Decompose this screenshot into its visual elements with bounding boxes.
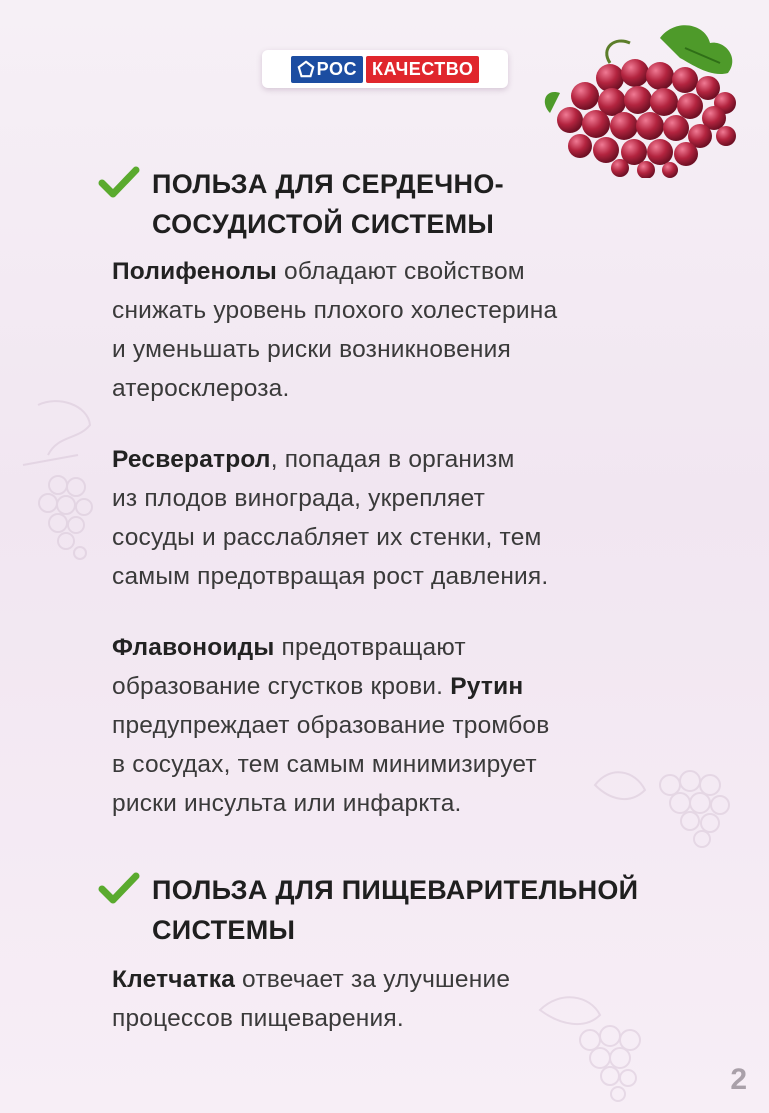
bold-term: Ресвератрол [112, 446, 271, 473]
text-line: в сосудах, тем самым минимизирует [112, 751, 537, 778]
paragraph-polyphenols [112, 252, 557, 408]
pentagon-icon [297, 60, 315, 78]
decorative-grape-outline-icon [590, 745, 750, 855]
heading-line: ПОЛЬЗА ДЛЯ СЕРДЕЧНО- [152, 169, 504, 199]
checkmark-icon [98, 166, 140, 198]
bold-term: Рутин [450, 673, 524, 700]
text-line: образование сгустков крови. [112, 673, 451, 700]
text-line: риски инсульта или инфаркта. [112, 790, 462, 817]
paragraph-flavonoids [112, 628, 549, 823]
checkmark-icon [98, 872, 140, 904]
text-line: обладают свойством [276, 258, 525, 285]
section-heading-cardio [152, 164, 504, 244]
bold-term: Полифенолы [112, 258, 277, 285]
bold-term: Клетчатка [112, 966, 236, 993]
text-line: , попадая в организм [270, 446, 515, 473]
text-line: сосуды и расслабляет их стенки, тем [112, 524, 542, 551]
text-line: и уменьшать риски возникновения [112, 336, 512, 363]
grape-leaf-icon [660, 25, 732, 74]
roskachestvo-logo [262, 50, 508, 88]
grape-bunch-illustration [540, 18, 750, 178]
heading-line: ПОЛЬЗА ДЛЯ ПИЩЕВАРИТЕЛЬНОЙ [152, 875, 639, 905]
text-line: атеросклероза. [112, 375, 290, 402]
section-heading-digestive [152, 870, 638, 950]
page-number: 2 [730, 1063, 747, 1096]
text-line: процессов пищеварения. [112, 1005, 404, 1032]
paragraph-resveratrol [112, 440, 548, 596]
logo-ros-block [291, 56, 363, 83]
text-line: отвечает за улучшение [235, 966, 511, 993]
logo-kachestvo-text: КАЧЕСТВО [366, 56, 479, 83]
logo-ros-text: РОС [316, 58, 357, 79]
text-line: предупреждает образование тромбов [112, 712, 550, 739]
text-line: предотвращают [274, 634, 466, 661]
text-line: снижать уровень плохого холестерина [112, 297, 558, 324]
heading-line: СОСУДИСТОЙ СИСТЕМЫ [152, 209, 495, 239]
text-line: самым предотвращая рост давления. [112, 563, 549, 590]
text-line: из плодов винограда, укрепляет [112, 485, 486, 512]
bold-term: Флавоноиды [112, 634, 275, 661]
paragraph-fiber [112, 960, 510, 1038]
heading-line: СИСТЕМЫ [152, 915, 296, 945]
decorative-grape-outline-icon [530, 990, 660, 1105]
decorative-grape-outline-icon [18, 395, 108, 565]
